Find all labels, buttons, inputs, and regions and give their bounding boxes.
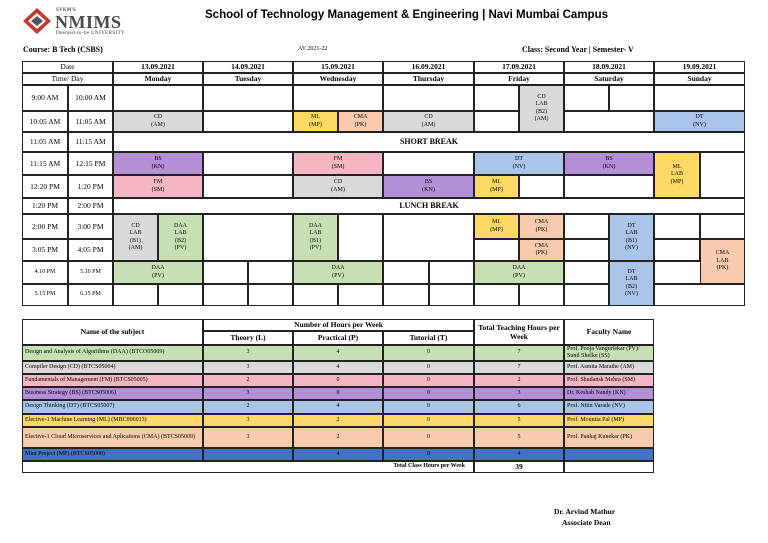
theory-hours: 2 [203,400,293,414]
empty-slot [474,111,519,132]
time-end: 11:15 AM [68,132,113,152]
time-start: 12:20 PM [22,175,68,198]
empty-slot [474,284,519,306]
empty-slot [519,284,564,306]
tutorial-hours: 0 [383,448,474,461]
university-emblem-icon [22,7,52,35]
lunch-break-banner: LUNCH BREAK [113,198,745,214]
faculty-name: Prof. Nitin Varade (NV) [564,400,654,414]
empty-slot [700,214,745,239]
class-session: CMA (PK) [338,111,383,132]
total-hours: 5 [474,414,564,427]
class-session: CD LAB (B1) (AM) [113,214,158,261]
empty-slot [383,261,429,284]
practical-hours: 2 [293,414,383,427]
day-name: Wednesday [293,73,383,85]
col-hours-group: Number of Hours per Week [203,319,474,331]
class-session: BS (KN) [383,175,474,198]
empty-slot [564,239,609,261]
time-start: 5.15 PM [22,284,68,306]
practical-hours: 0 [293,374,383,387]
time-end: 2:00 PM [68,198,113,214]
faculty-name: Prof. Mounita Pal (MP) [564,414,654,427]
class-session: ML (MP) [293,111,338,132]
faculty-name: Dr. Keshab Nandy (KN) [564,387,654,400]
logo-top-text: SVKM'S [56,8,76,13]
time-start: 3:05 PM [22,239,68,261]
empty-slot [654,284,745,306]
time-start: 11:05 AM [22,132,68,152]
total-hours-value: 39 [474,461,564,473]
class-session: DAA (PV) [113,261,203,284]
empty-slot [248,284,293,306]
class-session: CMA LAB (PK) [700,239,745,284]
class-session: DT LAB (B2) (NV) [609,261,654,306]
class-session: CD LAB (B2) (AM) [519,85,564,132]
class-session: CMA (PK) [519,214,564,239]
theory-hours: 3 [203,345,293,361]
tutorial-hours: 0 [383,345,474,361]
logo-bottom-text: Deemed-to-be UNIVERSITY [56,31,126,36]
day-date: 13.09.2021 [113,61,203,73]
date-header: Date [22,61,113,73]
subject-name: Design Thinking (DT) (BTCS05007) [22,400,203,414]
empty-slot [519,175,564,198]
subject-name: Elective-1 Machine Learning (ML) (MBC006013) [22,414,203,427]
theory-hours: 3 [203,387,293,400]
empty-slot [564,175,654,198]
class-session: FM (SM) [293,152,383,175]
col-tutorial: Tutorial (T) [383,331,474,345]
tutorial-hours: 0 [383,427,474,448]
empty-slot [203,175,293,198]
timeday-header: Time/ Day [22,73,113,85]
time-start: 10:05 AM [22,111,68,132]
class-session: DT (NV) [474,152,564,175]
logo-name: NMIMS [55,12,122,32]
empty-slot [383,214,474,261]
time-end: 10:00 AM [68,85,113,111]
day-date: 16.09.2021 [383,61,474,73]
empty-slot [474,239,519,261]
empty-slot [383,284,429,306]
empty-slot [609,85,654,111]
total-hours: 7 [474,361,564,374]
empty-slot [338,284,383,306]
empty-slot [564,284,609,306]
tutorial-hours: 0 [383,400,474,414]
empty-slot [113,85,203,111]
time-start: 1:20 PM [22,198,68,214]
empty-slot [564,85,609,111]
empty-slot [203,284,248,306]
class-session: CD (AM) [293,175,383,198]
class-session: DAA LAB (B1) (PV) [293,214,338,261]
total-hours: 7 [474,345,564,361]
class-session: ML LAB (MP) [654,152,700,198]
empty-slot [654,85,745,111]
class-session: DAA (PV) [293,261,383,284]
class-session: DAA LAB (B2) (PV) [158,214,203,261]
time-start: 9:00 AM [22,85,68,111]
total-hours: 6 [474,400,564,414]
day-name: Sunday [654,73,745,85]
class-session: ML (MP) [474,175,519,198]
class-session: CD (AM) [113,111,203,132]
subject-name: Business Strategy (BS) (BTCS05006) [22,387,203,400]
class-session: DAA (PV) [474,261,564,284]
empty-slot [654,239,700,261]
col-subject-name: Name of the subject [22,319,203,345]
time-end: 12:15 PM [68,152,113,175]
col-total-hours: Total Teaching Hours per Week [474,319,564,345]
faculty-name [564,448,654,461]
class-session: BS (KN) [113,152,203,175]
empty-slot [429,261,474,284]
empty-slot [203,111,293,132]
class-session: FM (SM) [113,175,203,198]
total-hours: 2 [474,374,564,387]
empty-slot [564,111,654,132]
subject-name: Mini Project (MP) (BTCS05008) [22,448,203,461]
empty-slot [564,261,609,284]
faculty-name: Prof. Shudansk Mehra (SM) [564,374,654,387]
total-hours: 3 [474,387,564,400]
class-session: DT (NV) [654,111,745,132]
day-date: 15.09.2021 [293,61,383,73]
class-label: Class: Second Year | Semester- V [522,45,634,54]
col-faculty: Faculty Name [564,319,654,345]
day-date: 19.09.2021 [654,61,745,73]
tutorial-hours: 0 [383,387,474,400]
empty-slot [293,284,338,306]
empty-slot [203,261,248,284]
time-end: 11:05 AM [68,111,113,132]
empty-slot [113,284,158,306]
tutorial-hours: 0 [383,361,474,374]
empty-slot [429,284,474,306]
total-hours: 5 [474,427,564,448]
course-label: Course: B Tech (CSBS) [23,45,103,54]
faculty-name: Prof. Pankaj Kunekar (PK) [564,427,654,448]
empty-slot [564,214,609,239]
day-name: Monday [113,73,203,85]
signatory-title: Associate Dean [562,518,611,527]
empty-slot [293,85,383,111]
tutorial-hours: 0 [383,374,474,387]
empty-slot [203,85,293,111]
class-session: CMA (PK) [519,239,564,261]
time-end: 4:05 PM [68,239,113,261]
time-start: 2:00 PM [22,214,68,239]
day-name: Friday [474,73,564,85]
total-hours: 4 [474,448,564,461]
day-name: Tuesday [203,73,293,85]
subject-name: Elective-1 Cloud Microservices and Aplications (CMA) (BTCS05009) [22,427,203,448]
time-end: 3:00 PM [68,214,113,239]
empty-slot [338,214,383,261]
empty-slot [700,152,745,198]
time-start: 11:15 AM [22,152,68,175]
subject-name: Compiler Design (CD) (BTCS05004) [22,361,203,374]
theory-hours [203,448,293,461]
day-date: 18.09.2021 [564,61,654,73]
practical-hours: 4 [293,345,383,361]
signatory-name: Dr. Arvind Mathur [554,507,616,516]
empty-slot [383,85,474,111]
time-start: 4.10 PM [22,261,68,284]
theory-hours: 2 [203,374,293,387]
page-title: School of Technology Management & Engineering | Navi Mumbai Campus [205,9,608,21]
class-session: ML (MP) [474,214,519,239]
day-name: Thursday [383,73,474,85]
day-name: Saturday [564,73,654,85]
practical-hours: 4 [293,400,383,414]
theory-hours: 3 [203,361,293,374]
theory-hours: 3 [203,427,293,448]
empty-slot [564,461,654,473]
faculty-name: Prof. Pooja Vangurlekar (PV)/ Sunil Shelke (SS) [564,345,654,361]
tutorial-hours: 0 [383,414,474,427]
col-theory: Theory (L) [203,331,293,345]
time-end: 1:20 PM [68,175,113,198]
empty-slot [158,284,203,306]
day-date: 17.09.2021 [474,61,564,73]
class-session: CD (AM) [383,111,474,132]
theory-hours: 3 [203,414,293,427]
academic-year: AY 2021-22 [298,46,328,52]
empty-slot [203,214,293,261]
subject-name: Fundamentals of Management (FM) (BTCS05005) [22,374,203,387]
total-hours-label: Total Class Hours per Week [22,461,474,473]
time-end: 5.10 PM [68,261,113,284]
class-session: BS (KN) [564,152,654,175]
day-date: 14.09.2021 [203,61,293,73]
time-end: 6.15 PM [68,284,113,306]
short-break-banner: SHORT BREAK [113,132,745,152]
empty-slot [248,261,293,284]
faculty-name: Prof. Asmita Marathe (AM) [564,361,654,374]
empty-slot [474,85,519,111]
empty-slot [203,152,293,175]
subject-name: Design and Analysis of Algorithms (DAA) (BTCO05009) [22,345,203,361]
empty-slot [654,214,700,239]
empty-slot [383,152,474,175]
nmims-logo [22,6,132,38]
practical-hours: 4 [293,361,383,374]
class-session: DT LAB (B1) (NV) [609,214,654,261]
col-practical: Practical (P) [293,331,383,345]
practical-hours: 2 [293,427,383,448]
practical-hours: 0 [293,387,383,400]
practical-hours: 4 [293,448,383,461]
